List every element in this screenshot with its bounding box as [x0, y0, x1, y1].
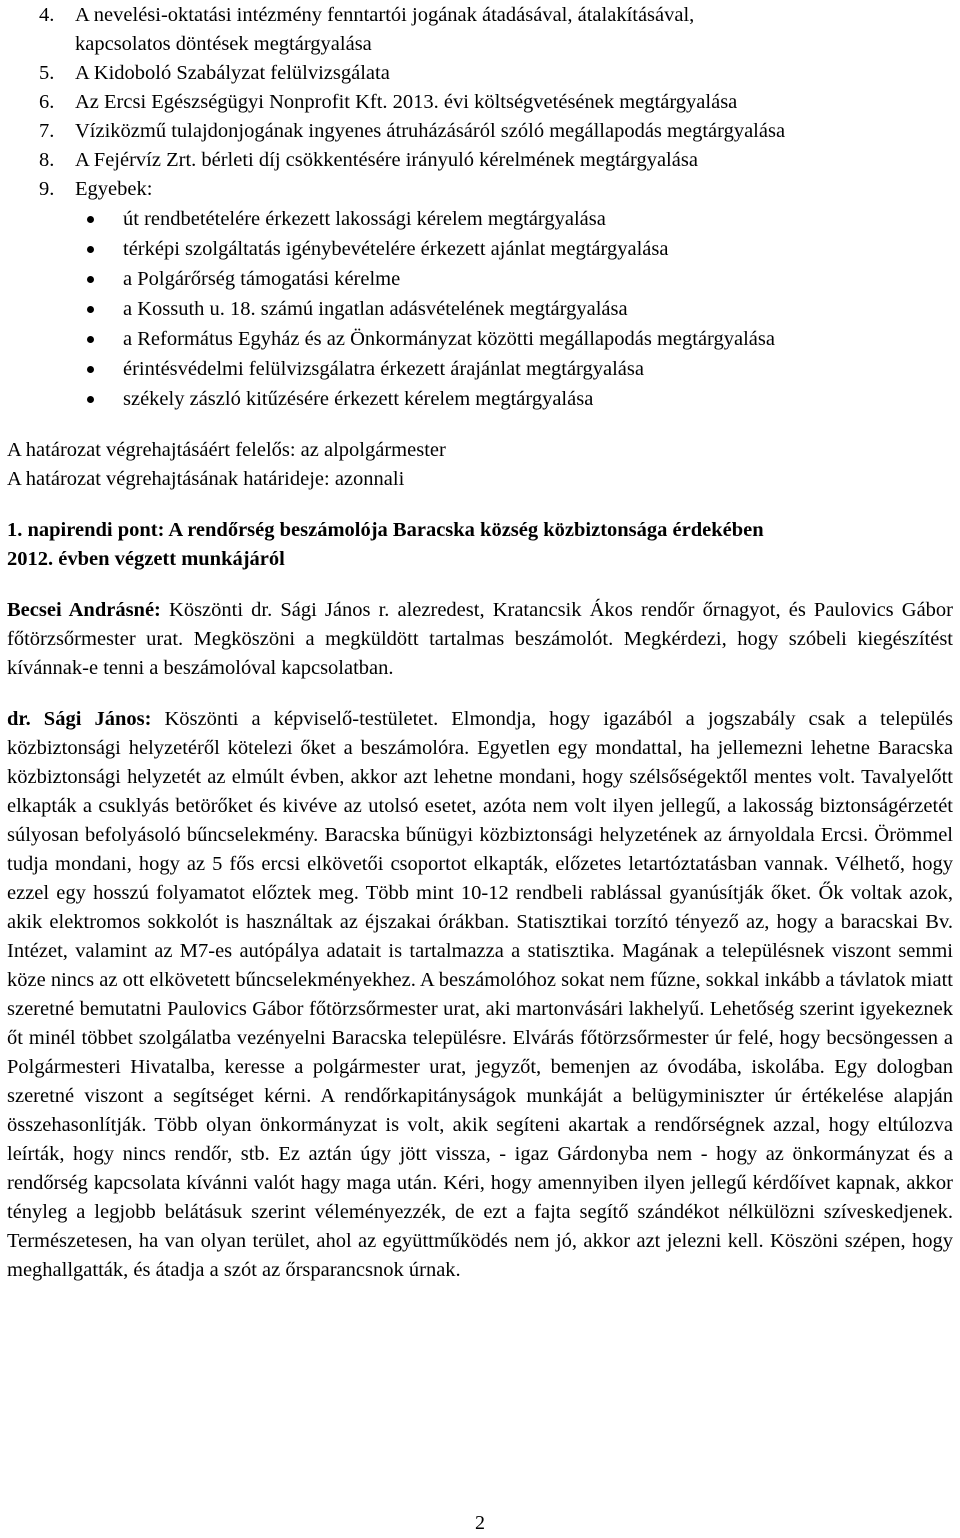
bullet-item: érintésvédelmi felülvizsgálatra érkezett árajánlat megtárgyalása — [7, 354, 953, 384]
bullet-item: térképi szolgáltatás igénybevételére érkezett ajánlat megtárgyalása — [7, 234, 953, 264]
resolution-deadline: A határozat végrehajtásának határideje: azonnali — [7, 468, 405, 490]
speech-text: Köszönti a képviselő-testületet. Elmondja, hogy igazából a jogszabály csak a település közbiztonsági helyzetéről kötelezi őket a beszámolóra. Egyetlen egy mondattal, ha jellemezni lehetne Baracska közbiztonsági helyzetét az elmúlt évben, akkor azt lehetne mondani, hogy szélsőségektől mentes volt. Tavalyelőtt elkapták a csuklyás betörőket és kivéve az utolsó esetet, azóta nem volt ilyen jellegű, a lakosság biztonságérzetét súlyosan befolyásoló bűncselekmény. Baracska bűnügyi közbiztonsági helyzetének az árnyoldala Ercsi. Örömmel tudja mondani, hogy az 5 fős ercsi elkövetői csoportot elkapták, előzetes letartóztatásban vannak. Vélhető, hogy ezzel egy hosszú folyamatot előztek meg. Több mint 10-12 rendbeli rablással gyanúsítják őket. Ők voltak azok, akik elektromos sokkolót is használtak az éjszakai órákban. Statisztikai torzító tényező az, hogy a baracskai Bv. Intézet, valamint az M7-es autópálya adatait is tartalmazza a statisztika. Magának a településnek viszont semmi köze nincs az ott elkövetett bűncselekményekhez. A beszámolóhoz sokat nem fűzne, sokkal inkább a távlatok miatt szeretné bemutatni Paulovics Gábor főtörzsőrmester urat, aki martonvásári lakhelyű. Lehetőség szerint igyekeznek őt minél többet szolgálatba vezényelni Baracska településre. Elvárás főtörzsőrmester úr felé, hogy becsöngessen a Polgármesteri Hivatalba, keresse a polgármester urat, jegyzőt, bemenjen az óvodába, iskolába. Egy dologban szeretné viszont a segítséget kérni. A rendőrkapitányságok munkáját a belügyminiszter úr értékelése alapján összehasonlítják. Több olyan önkormányzat is volt, akik segíteni akartak a rendőrségnek azzal, hogy eltúlozva leírták, hogy nincs rendőr, stb. Ez aztán úgy jött vissza, - igaz Gárdonyba nem - hogy az önkormányzat és a rendőrség kapcsolata kívánni valót hagy maga után. Kéri, hogy amennyiben ilyen jellegű kérdőívet kapnak, akkor tényleg a legjobb belátásuk szerint véleményezzék, de ezt a fajta segítő szándékot nélkülözni szíveskedjenek. Természetesen, ha van olyan terület, ahol az együttműködés nem jó, akkor azt jelezni kell. Köszöni szépen, hogy meghallgatták, és átadja a szót az őrsparancsnok úrnak. — [7, 708, 954, 1281]
agenda-item: 4. A nevelési-oktatási intézmény fenntartói jogának átadásával, átalakításával, — [39, 4, 695, 26]
bullet-item: a Polgárőrség támogatási kérelme — [7, 264, 953, 294]
speech-paragraph — [7, 705, 953, 1285]
speaker-name: Becsei Andrásné: — [7, 599, 161, 621]
bullet-item: út rendbetételére érkezett lakossági kérelem megtárgyalása — [7, 204, 953, 234]
agenda-item: 6. Az Ercsi Egészségügyi Nonprofit Kft. 2013. évi költségvetésének megtárgyalása — [39, 91, 738, 113]
bullet-item: székely zászló kitűzésére érkezett kérelem megtárgyalása — [7, 384, 953, 414]
agenda-item: kapcsolatos döntések megtárgyalása — [75, 33, 372, 55]
other-items-list — [7, 204, 953, 414]
agenda-item: 9. Egyebek: — [39, 178, 153, 200]
page-number: 2 — [475, 1512, 485, 1534]
agenda-item: 7. Víziközmű tulajdonjogának ingyenes átruházásáról szóló megállapodás megtárgyalása — [39, 120, 786, 142]
agenda-heading-line-1: 1. napirendi pont: A rendőrség beszámolója Baracska község közbiztonsága érdekében — [7, 519, 764, 541]
bullet-item: a Református Egyház és az Önkormányzat közötti megállapodás megtárgyalása — [7, 324, 953, 354]
bullet-item: a Kossuth u. 18. számú ingatlan adásvételének megtárgyalása — [7, 294, 953, 324]
document-page — [7, 1, 953, 1285]
speech-text: Köszönti dr. Sági János r. alezredest, Kratancsik Ákos rendőr őrnagyot, és Paulovics Gábor főtörzsőrmester urat. Megköszöni a megküldött tartalmas beszámolót. Megkérdezi, hogy szóbeli kiegészítést kívánnak-e tenni a beszámolóval kapcsolatban. — [7, 599, 953, 679]
agenda-item: 8. A Fejérvíz Zrt. bérleti díj csökkentésére irányuló kérelmének megtárgyalása — [39, 149, 698, 171]
agenda-heading-line-2: 2012. évben végzett munkájáról — [7, 548, 285, 570]
resolution-responsible: A határozat végrehajtásáért felelős: az alpolgármester — [7, 439, 446, 461]
agenda-list — [7, 1, 953, 204]
speaker-name: dr. Sági János: — [7, 708, 152, 730]
speech-paragraph — [7, 596, 953, 683]
agenda-item: 5. A Kidoboló Szabályzat felülvizsgálata — [39, 62, 390, 84]
